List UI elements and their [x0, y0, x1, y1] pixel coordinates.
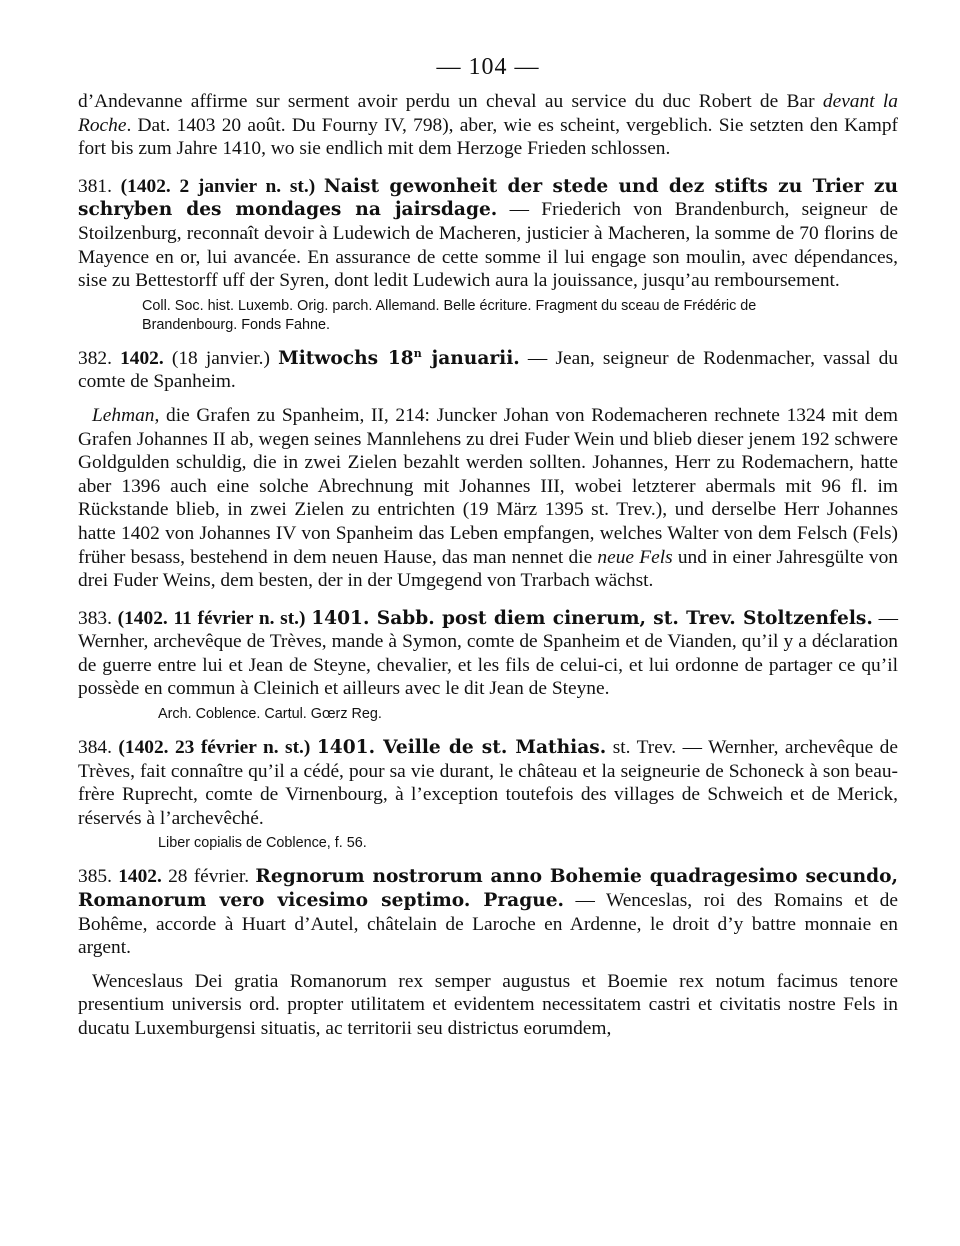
entry-number: 381.	[78, 175, 112, 197]
lehman-text-a: , die Grafen zu Spanheim, II, 214: Juncker Johan von Rodemacheren rechnete 1324 mit dem Grafen Johannes II ab, wegen seines Mannlehens zu drei Fuder Wein und blieb dieser jenem 192 schwere Goldgulden schuldig, die in zwei Zielen bezahlt werden sollten. Johannes, Herr zu Rodemachern, hatte aber 1396 auch eine solche Abrechnung mit Johannes III, wobei letzterer abermals mit 96 fl. im Rückstande blieb, in zwei Zielen zu entrichten (19 März 1395 st. Trev.), und derselbe Herr Johannes hatte 1402 von Johannes IV von Spanheim das Leben empfangen, welches Walter von dem Felsch (Fels) früher besass, bestehend in dem neuen Hause, das man nennet die	[78, 404, 898, 568]
entry-heading-b: januarii.	[421, 347, 520, 369]
lehman-text-b: und in einer Jahresgülte von drei Fuder Weins, dem besten, der in der Umgegend von Trarbach wächst.	[78, 546, 898, 592]
entry-text: — Wenceslas, roi des Romains et de Bohême, accorde à Huart d’Autel, châtelain de Laroche en Ardenne, le droit d’y battre monnaie en argent.	[78, 890, 898, 959]
page-number: — 104 —	[436, 54, 540, 80]
entry-date-rest: (18 janvier.)	[171, 347, 270, 369]
entry-text: — Wernher, archevêque de Trèves, mande à Symon, comte de Spanheim et de Vianden, qu’il y a déclaration de guerre entre lui et Jean de Steyne, chevalier, et les fils de celui-ci, et lui ordonne de partager ce qu’il possède en commun à Cleinich et ailleurs avec le dit Jean de Steyne.	[78, 607, 898, 700]
entry-text: st. Trev. — Wernher, archevêque de Trèves, fait connaître qu’il a cédé, pour sa vie durant, le château et la seigneurie de Schoneck à son beau-frère Ruprecht, comte de Virnenbourg, à l’exception toutefois des villages de Schweich et de Merick, réservés à l’archevêché.	[78, 737, 898, 829]
continuation-paragraph	[78, 90, 898, 161]
entry-heading-a: Mitwochs 18	[278, 347, 414, 369]
entry-text: — Friederich von Brandenburch, seigneur de Stoilzenburg, reconnaît devoir à Ludewich de Macheren, justicier à Macheren, la somme de 70 florins de Mayence en or, lui avancée. En assurance de cette somme il lui engage son moulin, avec dépendances, sise zu Bettestorff uff der Syren, dont ledit Ludewich aura la jouissance, jusqu’au remboursement.	[78, 199, 898, 292]
entry-381	[78, 175, 898, 293]
document-page	[78, 52, 898, 1055]
entry-384	[78, 736, 898, 830]
entry-number: 384.	[78, 737, 112, 759]
entry-heading: 1401. Veille de st. Mathias.	[316, 737, 607, 759]
source-note-383: Arch. Coblence. Cartul. Gœrz Reg.	[158, 706, 382, 723]
entry-382	[78, 347, 898, 394]
continuation-text-a: d’Andevanne affirme sur serment avoir perdu un cheval au service du duc Robert de Bar	[78, 91, 823, 112]
lehman-italic-b: neue Fels	[597, 546, 673, 568]
entry-number: 383.	[78, 607, 112, 629]
lehman-paragraph	[78, 404, 898, 593]
entry-date-rest: 28 février.	[168, 866, 250, 888]
entry-number: 382.	[78, 347, 112, 369]
source-line-1: Coll. Soc. hist. Luxemb. Orig. parch. Allemand. Belle écriture. Fragment du sceau de Frédéric de	[142, 297, 757, 314]
entry-date-bold: 1402.	[118, 866, 162, 888]
entry-text: — Jean, seigneur de Rodenmacher, vassal du comte de Spanheim.	[78, 347, 898, 393]
entry-date: (1402. 2 janvier n. st.)	[120, 175, 316, 197]
charter-paragraph: Wenceslaus Dei gratia Romanorum rex semper augustus et Boemie rex notum facimus tenore presentium universis ord. propter utilitatem et evidentem necessitatem castri et civitatis nostre Fels in ducatu Luxemburgensi situatis, ac territorii seu districtus eorumdem,	[78, 970, 898, 1039]
entry-number: 385.	[78, 866, 112, 888]
source-note-384: Liber copialis de Coblence, f. 56.	[158, 835, 367, 852]
continuation-text-b: . Dat. 1403 20 août. Du Fourny IV, 798), aber, wie es scheint, vergeblich. Sie setzten den Kampf fort bis zum Jahre 1410, wo sie endlich mit dem Herzoge Frieden schlossen.	[78, 114, 898, 160]
entry-383	[78, 607, 898, 701]
entry-heading: Regnorum nostrorum anno Bohemie quadragesimo secundo, Romanorum vero vicesimo septimo. Prague.	[78, 866, 898, 912]
entry-heading: Naist gewonheit der stede und dez stifts zu Trier zu schryben des mondages na jairsdage.	[78, 175, 898, 221]
entry-385	[78, 865, 898, 959]
entry-date: (1402. 23 février n. st.)	[118, 737, 311, 759]
entry-date-bold: 1402.	[120, 347, 164, 369]
source-note-381	[78, 297, 898, 335]
source-line-2: Brandenbourg. Fonds Fahne.	[142, 316, 331, 333]
entry-heading-sup: n	[413, 346, 422, 360]
entry-heading: 1401. Sabb. post diem cinerum, st. Trev. Stoltzenfels.	[311, 607, 873, 629]
entry-heading	[278, 348, 520, 369]
entry-date: (1402. 11 février n. st.)	[117, 607, 306, 629]
lehman-italic: Lehman	[92, 404, 155, 426]
continuation-italic-a: devant la Roche	[78, 91, 898, 136]
